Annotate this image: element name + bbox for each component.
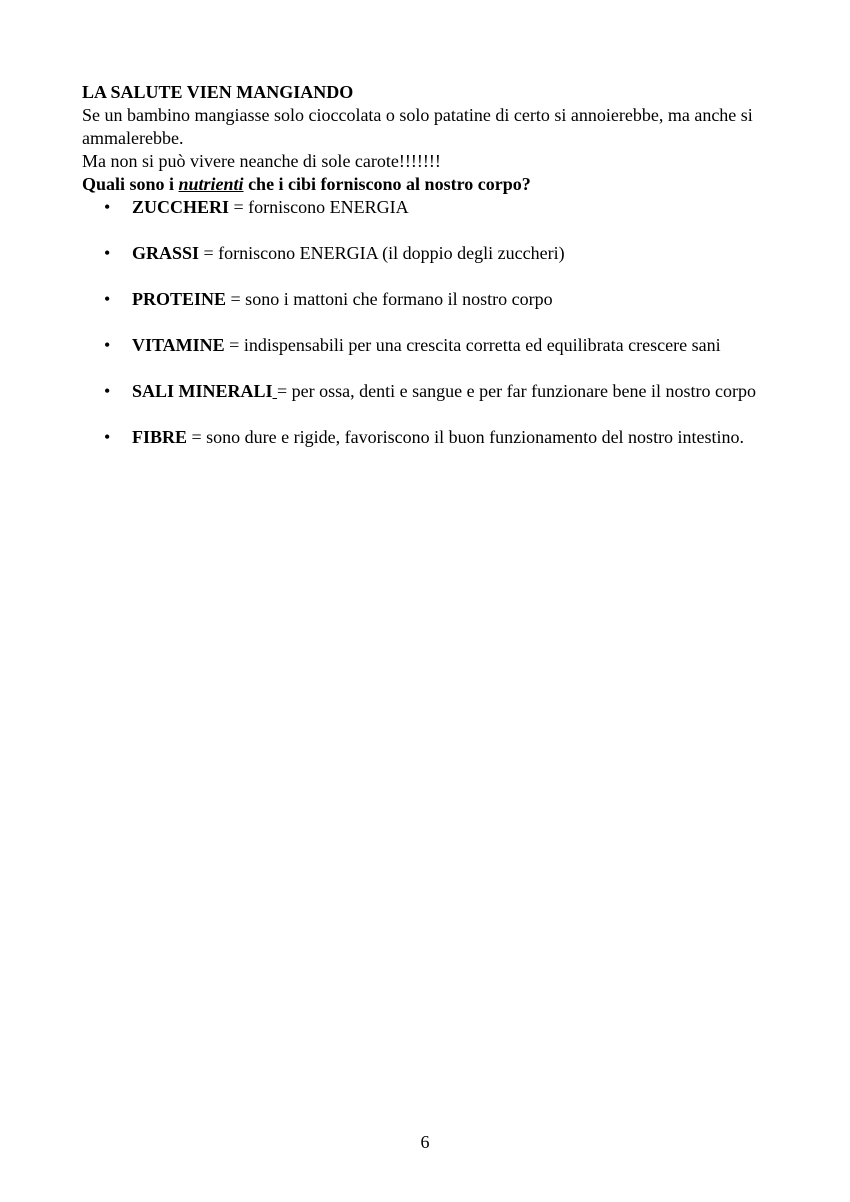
- nutrient-description: = sono dure e rigide, favoriscono il buon funzionamento del nostro intestino.: [187, 427, 745, 447]
- nutrient-name: VITAMINE: [132, 335, 225, 355]
- nutrients-list: [82, 196, 772, 449]
- carrots-paragraph: Ma non si può vivere neanche di sole carote!!!!!!!: [82, 151, 441, 171]
- document-title: LA SALUTE VIEN MANGIANDO: [82, 82, 354, 102]
- nutrient-name: PROTEINE: [132, 289, 227, 309]
- nutrient-description: = indispensabili per una crescita corretta ed equilibrata crescere sani: [224, 335, 721, 355]
- intro-paragraph: Se un bambino mangiasse solo cioccolata o solo patatine di certo si annoierebbe, ma anche si ammalerebbe.: [82, 105, 753, 148]
- nutrients-question: [82, 173, 772, 196]
- page-number: 6: [420, 1132, 430, 1152]
- question-suffix: che i cibi forniscono al nostro corpo?: [243, 174, 531, 194]
- list-item-proteine: [82, 288, 772, 311]
- list-item-fibre: [82, 426, 772, 449]
- bullet-icon: •: [104, 427, 111, 447]
- nutrient-name: GRASSI: [132, 243, 200, 263]
- bullet-icon: •: [104, 335, 111, 355]
- question-keyword: nutrienti: [178, 174, 244, 194]
- nutrient-name: ZUCCHERI: [132, 197, 230, 217]
- list-item-zuccheri: [82, 196, 772, 219]
- nutrient-description: = forniscono ENERGIA (il doppio degli zuccheri): [199, 243, 565, 263]
- bullet-icon: •: [104, 243, 111, 263]
- page-content: [82, 81, 772, 472]
- bullet-icon: •: [104, 289, 111, 309]
- list-item-sali-minerali: [82, 380, 772, 403]
- bullet-icon: •: [104, 197, 111, 217]
- nutrient-description: = per ossa, denti e sangue e per far funzionare bene il nostro corpo: [277, 381, 756, 401]
- bullet-icon: •: [104, 381, 111, 401]
- nutrient-description: = forniscono ENERGIA: [229, 197, 409, 217]
- question-prefix: Quali sono i: [82, 174, 179, 194]
- nutrient-description: = sono i mattoni che formano il nostro corpo: [226, 289, 553, 309]
- nutrient-name: FIBRE: [132, 427, 188, 447]
- nutrient-name: SALI MINERALI: [132, 381, 273, 401]
- list-item-grassi: [82, 242, 772, 265]
- list-item-vitamine: [82, 334, 772, 357]
